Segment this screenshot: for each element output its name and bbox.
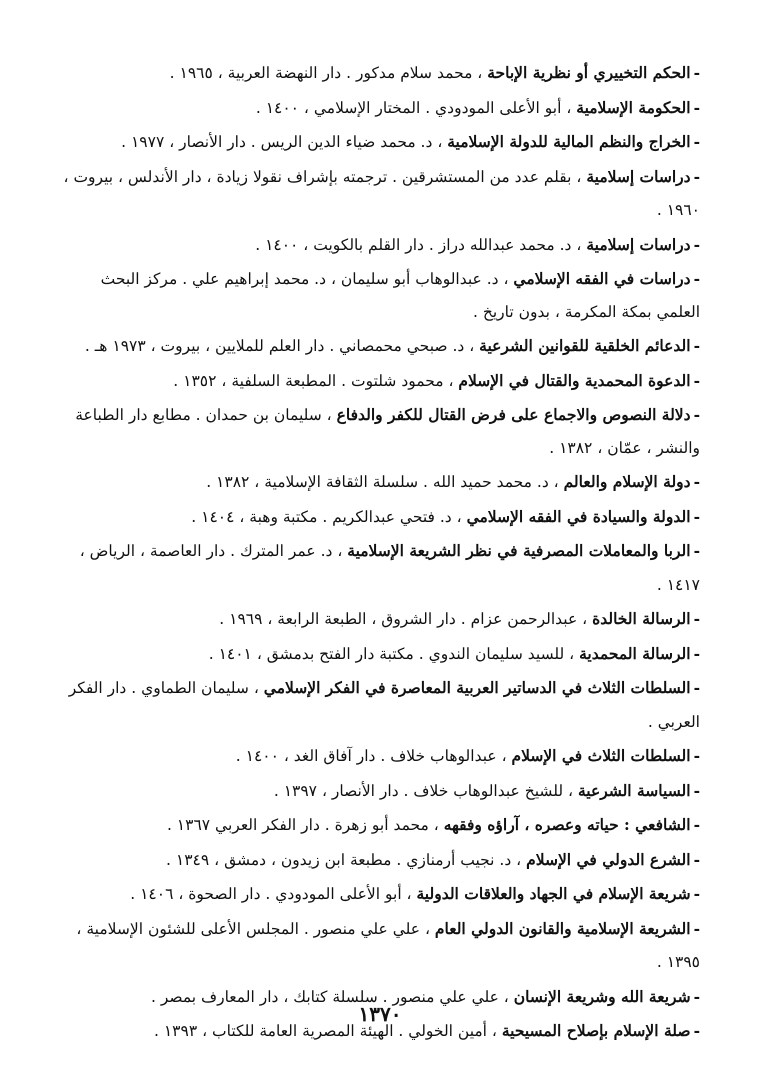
- bibliography-entry: [60, 364, 700, 399]
- bibliography-entry: [60, 228, 700, 263]
- entry-dash: -: [693, 918, 700, 938]
- bibliography-entry: [60, 125, 700, 160]
- entry-dash: -: [693, 336, 700, 355]
- entry-dash: -: [693, 541, 700, 560]
- entry-details: ، د. نجيب أرمنازي . مطبعة ابن زيدون ، دمشق ، ١٣٤٩ .: [166, 850, 527, 869]
- entry-title: دولة الإسلام والعالم: [563, 472, 691, 491]
- entry-title: السياسة الشرعية: [577, 780, 691, 800]
- entry-dash: -: [693, 166, 700, 186]
- bibliography-entry: [60, 329, 700, 364]
- entry-title: دراسات إسلامية: [586, 166, 691, 186]
- entry-dash: -: [693, 746, 700, 765]
- entry-dash: -: [693, 678, 700, 697]
- bibliography-entry: [60, 843, 700, 878]
- entry-details: ، عبدالرحمن عزام . دار الشروق ، الطبعة الرابعة ، ١٩٦٩ .: [219, 610, 593, 628]
- entry-dash: -: [693, 97, 700, 117]
- entry-details: ، د. محمد عبدالله دراز . دار القلم بالكويت ، ١٤٠٠ .: [255, 235, 587, 254]
- entry-title: الحكم التخييري أو نظرية الإباحة: [487, 63, 691, 82]
- entry-details: ، د. فتحي عبدالكريم . مكتبة وهبة ، ١٤٠٤ .: [191, 507, 467, 526]
- bibliography-entry: [60, 500, 700, 535]
- entry-title: السلطات الثلاث في الإسلام: [511, 746, 691, 765]
- entry-title: الدولة والسيادة في الفقه الإسلامي: [466, 506, 691, 526]
- entry-title: دراسات إسلامية: [586, 234, 691, 254]
- entry-title: شريعة الإسلام في الجهاد والعلاقات الدولية: [416, 884, 691, 903]
- entry-dash: -: [693, 1021, 700, 1040]
- entry-details: ، أبو الأعلى المودودي . دار الصحوة ، ١٤٠٦ .: [130, 885, 417, 903]
- entry-title: الدعائم الخلقية للقوانين الشرعية: [479, 336, 691, 355]
- entry-title: الشافعي : حياته وعصره ، آراؤه وفقهه: [443, 815, 691, 834]
- entry-title: الدعوة المحمدية والقتال في الإسلام: [458, 370, 691, 390]
- entry-title: الرسالة الخالدة: [592, 609, 691, 628]
- entry-details: ، عبدالوهاب خلاف . دار آفاق الغد ، ١٤٠٠ .: [235, 747, 512, 765]
- entry-dash: -: [693, 132, 700, 151]
- bibliography-entry: [60, 602, 700, 637]
- bibliography-entry: [60, 465, 700, 500]
- entry-dash: -: [693, 815, 700, 834]
- bibliography-entry: [60, 398, 700, 465]
- entry-details: ، للشيخ عبدالوهاب خلاف . دار الأنصار ، ١٣٩٧ .: [273, 781, 578, 800]
- bibliography-entry: [60, 160, 700, 228]
- entry-title: دراسات في الفقه الإسلامي: [513, 269, 691, 288]
- bibliography-list: [60, 56, 700, 1049]
- entry-details: ، بقلم عدد من المستشرقين . ترجمته بإشراف نقولا زيادة ، دار الأندلس ، بيروت ، ١٩٦٠ .: [63, 167, 700, 219]
- entry-details: ، علي علي منصور . سلسلة كتابك ، دار المعارف بمصر .: [150, 987, 514, 1006]
- entry-dash: -: [693, 849, 700, 869]
- bibliography-entry: [60, 262, 700, 329]
- entry-title: الحكومة الإسلامية: [576, 97, 691, 117]
- entry-dash: -: [693, 780, 700, 800]
- entry-dash: -: [693, 986, 700, 1006]
- entry-dash: -: [693, 269, 700, 288]
- bibliography-entry: [60, 671, 700, 739]
- entry-details: ، سليمان الطماوي . دار الفكر العربي .: [68, 679, 700, 731]
- entry-title: الشرع الدولي في الإسلام: [526, 849, 691, 869]
- bibliography-entry: [60, 877, 700, 912]
- entry-details: ، أبو الأعلى المودودي . المختار الإسلامي ، ١٤٠٠ .: [255, 98, 577, 117]
- entry-dash: -: [693, 472, 700, 491]
- entry-dash: -: [693, 405, 700, 424]
- entry-details: ، محمد سلام مدكور . دار النهضة العربية ، ١٩٦٥ .: [169, 64, 488, 82]
- bibliography-entry: [60, 534, 700, 602]
- entry-details: ، د. عبدالوهاب أبو سليمان ، د. محمد إبراهيم علي . مركز البحث العلمي بمكة المكرمة ، بدون تاريخ .: [100, 270, 700, 321]
- entry-details: ، علي علي منصور . المجلس الأعلى للشئون الإسلامية ، ١٣٩٥ .: [76, 919, 700, 971]
- entry-details: ، للسيد سليمان الندوي . مكتبة دار الفتح بدمشق ، ١٤٠١ .: [208, 644, 580, 663]
- entry-dash: -: [693, 234, 700, 254]
- entry-details: ، د. عمر المترك . دار العاصمة ، الرياض ، ١٤١٧ .: [79, 542, 700, 594]
- entry-title: الخراج والنظم المالية للدولة الإسلامية: [447, 132, 691, 151]
- entry-details: ، د. صبحي محمصاني . دار العلم للملايين ، بيروت ، ١٩٧٣ هـ .: [84, 337, 480, 355]
- entry-details: ، د. محمد حميد الله . سلسلة الثقافة الإسلامية ، ١٣٨٢ .: [206, 473, 564, 491]
- bibliography-entry: [60, 56, 700, 91]
- bibliography-entry: [60, 912, 700, 980]
- entry-title: دلالة النصوص والاجماع على فرض القتال للكفر والدفاع: [336, 405, 691, 424]
- entry-title: الربا والمعاملات المصرفية في نظر الشريعة الإسلامية: [347, 541, 691, 560]
- entry-dash: -: [693, 506, 700, 526]
- bibliography-entry: [60, 91, 700, 126]
- entry-dash: -: [693, 63, 700, 82]
- entry-title: الشريعة الإسلامية والقانون الدولي العام: [434, 918, 691, 938]
- entry-details: ، د. محمد ضياء الدين الريس . دار الأنصار ، ١٩٧٧ .: [121, 133, 448, 151]
- entry-dash: -: [693, 370, 700, 390]
- entry-title: شريعة الله وشريعة الإنسان: [513, 986, 691, 1006]
- bibliography-entry: [60, 739, 700, 774]
- entry-details: ، محمد أبو زهرة . دار الفكر العربي ١٣٦٧ .: [166, 816, 444, 834]
- entry-details: ، سليمان بن حمدان . مطابع دار الطباعة والنشر ، عمّان ، ١٣٨٢ .: [75, 406, 700, 457]
- entry-dash: -: [693, 643, 700, 663]
- bibliography-entry: [60, 637, 700, 672]
- entry-dash: -: [693, 609, 700, 628]
- entry-title: صلة الإسلام بإصلاح المسيحية: [501, 1021, 691, 1040]
- entry-title: السلطات الثلاث في الدساتير العربية المعاصرة في الفكر الإسلامي: [263, 678, 691, 697]
- entry-details: ، أمين الخولي . الهيئة المصرية العامة للكتاب ، ١٣٩٣ .: [154, 1022, 502, 1040]
- bibliography-entry: [60, 808, 700, 843]
- entry-dash: -: [693, 884, 700, 903]
- entry-title: الرسالة المحمدية: [579, 643, 691, 663]
- entry-details: ، محمود شلتوت . المطبعة السلفية ، ١٣٥٢ .: [173, 371, 459, 390]
- page-number: ١٣٧٠: [358, 1002, 402, 1026]
- bibliography-entry: [60, 774, 700, 809]
